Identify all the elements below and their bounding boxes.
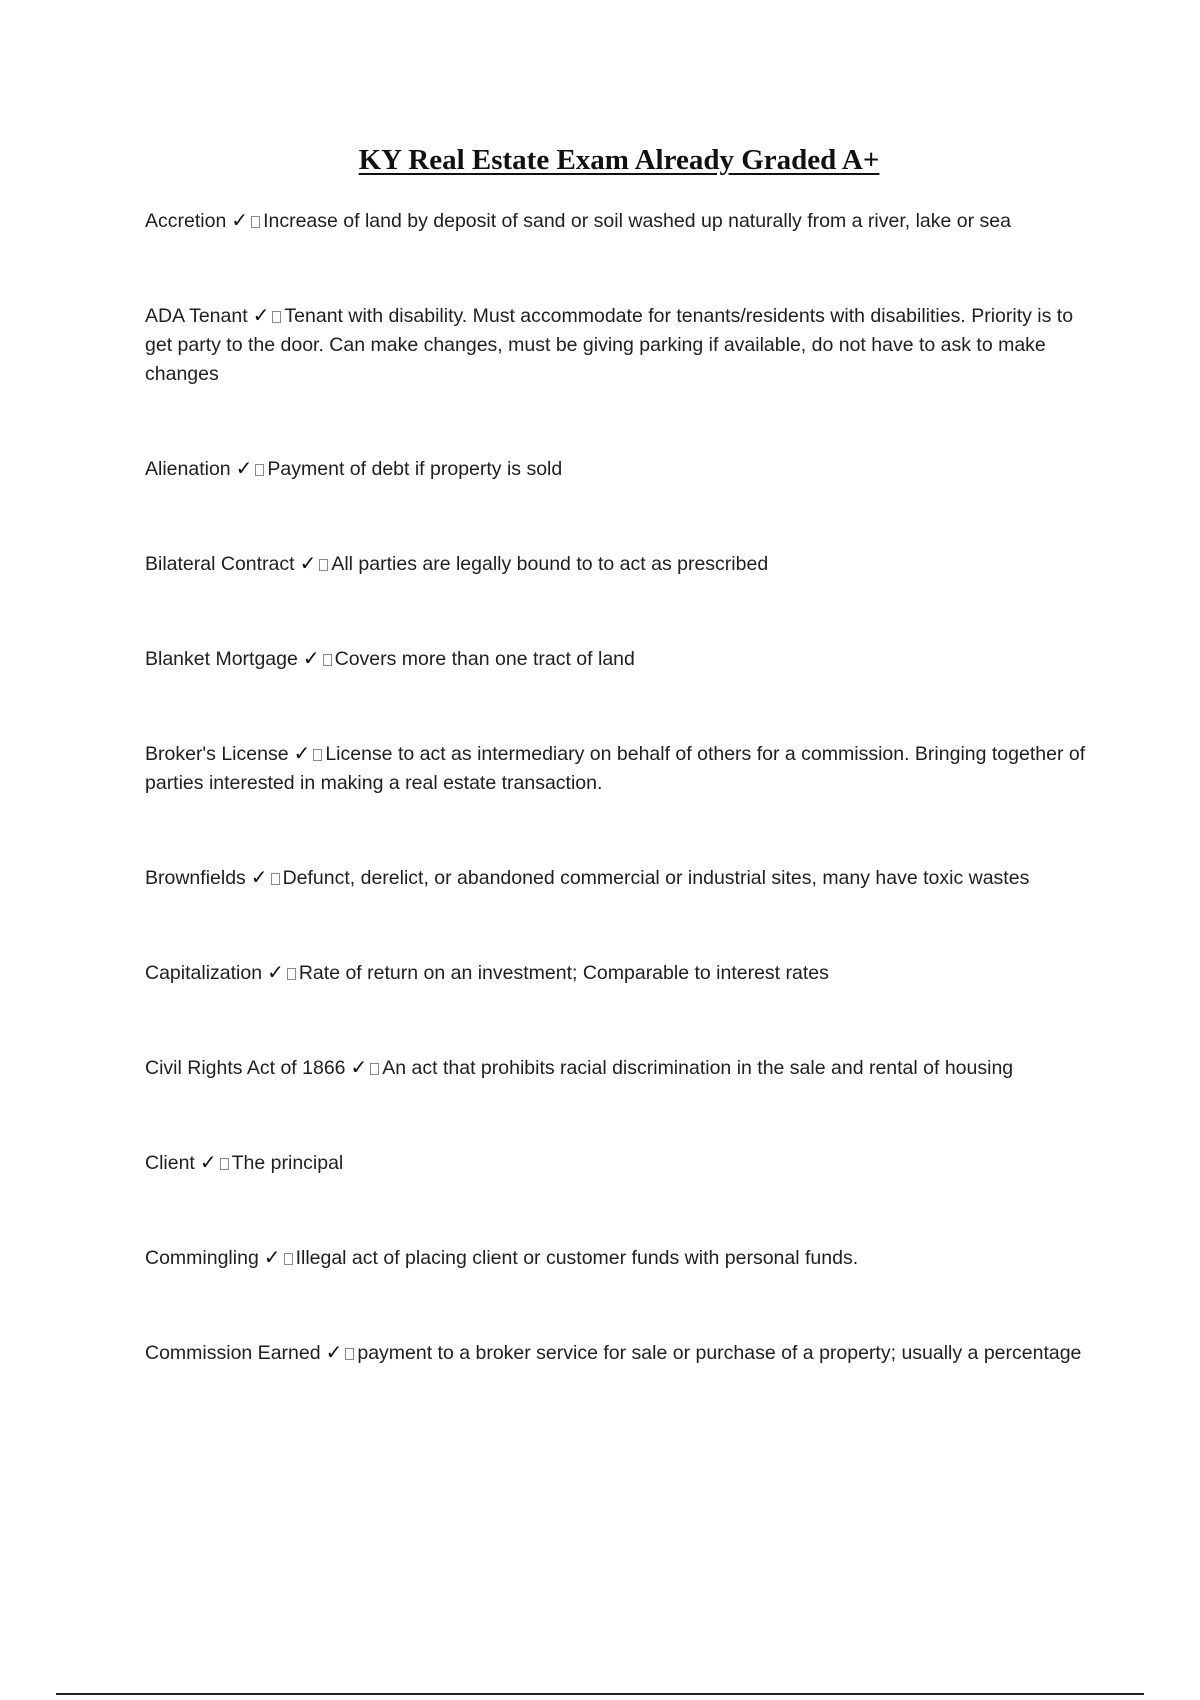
check-icon: ✓ (235, 456, 253, 480)
entry-term: Civil Rights Act of 1866 (145, 1057, 346, 1079)
entry-definition: Defunct, derelict, or abandoned commercial or industrial sites, many have toxic wastes (282, 867, 1030, 889)
entry-term: Bilateral Contract (145, 553, 295, 575)
entry-term: ADA Tenant (145, 305, 248, 327)
check-icon: ✓ (293, 741, 311, 765)
list-item (145, 958, 1095, 988)
entry-term: Commission Earned (145, 1342, 321, 1364)
box-icon (220, 1158, 229, 1170)
entry-term: Capitalization (145, 962, 263, 984)
box-icon (255, 464, 264, 476)
list-item (145, 644, 1095, 674)
list-item (145, 301, 1095, 389)
box-icon (271, 873, 280, 885)
list-item (145, 1148, 1095, 1178)
glossary-list (145, 206, 1095, 1433)
box-icon (284, 1253, 293, 1265)
entry-definition: Rate of return on an investment; Comparable to interest rates (298, 962, 829, 984)
check-icon: ✓ (267, 960, 284, 984)
entry-definition: An act that prohibits racial discrimination in the sale and rental of housing (382, 1057, 1014, 1079)
box-icon (345, 1348, 354, 1360)
check-icon: ✓ (263, 1245, 281, 1269)
check-icon: ✓ (325, 1340, 343, 1364)
box-icon (370, 1063, 379, 1075)
entry-term: Alienation (145, 458, 231, 480)
check-icon: ✓ (350, 1055, 368, 1079)
check-icon: ✓ (302, 646, 320, 670)
list-item (145, 454, 1095, 484)
entry-term: Blanket Mortgage (145, 648, 298, 670)
box-icon (287, 968, 296, 980)
list-item (145, 1243, 1095, 1273)
entry-definition: payment to a broker service for sale or purchase of a property; usually a percentage (357, 1342, 1082, 1364)
entry-definition: License to act as intermediary on behalf of others for a commission. Bringing together of parties interested in making a real estate transaction. (145, 743, 1086, 794)
entry-term: Brownfields (145, 867, 246, 889)
entry-definition: The principal (231, 1152, 344, 1174)
check-icon: ✓ (250, 865, 268, 889)
entry-definition: All parties are legally bound to to act as prescribed (331, 553, 769, 575)
entry-definition: Illegal act of placing client or customer funds with personal funds. (295, 1247, 859, 1269)
box-icon (319, 559, 328, 571)
check-icon: ✓ (231, 208, 249, 232)
list-item (145, 549, 1095, 579)
box-icon (251, 216, 260, 228)
box-icon (313, 749, 322, 761)
box-icon (272, 311, 281, 323)
footer-divider (56, 1693, 1144, 1695)
check-icon: ✓ (252, 303, 270, 327)
box-icon (323, 654, 332, 666)
list-item (145, 1338, 1095, 1368)
list-item (145, 863, 1095, 893)
page-title: KY Real Estate Exam Already Graded A+ (358, 144, 880, 176)
entry-definition: Payment of debt if property is sold (267, 458, 563, 480)
check-icon: ✓ (199, 1150, 217, 1174)
list-item (145, 739, 1095, 798)
entry-definition: Increase of land by deposit of sand or soil washed up naturally from a river, lake or sea (263, 210, 1011, 232)
entry-term: Accretion (145, 210, 227, 232)
list-item (145, 206, 1095, 236)
entry-term: Client (145, 1152, 195, 1174)
list-item (145, 1053, 1095, 1083)
entry-term: Commingling (145, 1247, 259, 1269)
entry-term: Broker's License (145, 743, 289, 765)
entry-definition: Tenant with disability. Must accommodate for tenants/residents with disabilities. Priority is to get party to the door. Can make changes, must be giving parking if available, do not have to ask to make changes (145, 305, 1074, 385)
entry-definition: Covers more than one tract of land (334, 648, 635, 670)
check-icon: ✓ (299, 551, 317, 575)
